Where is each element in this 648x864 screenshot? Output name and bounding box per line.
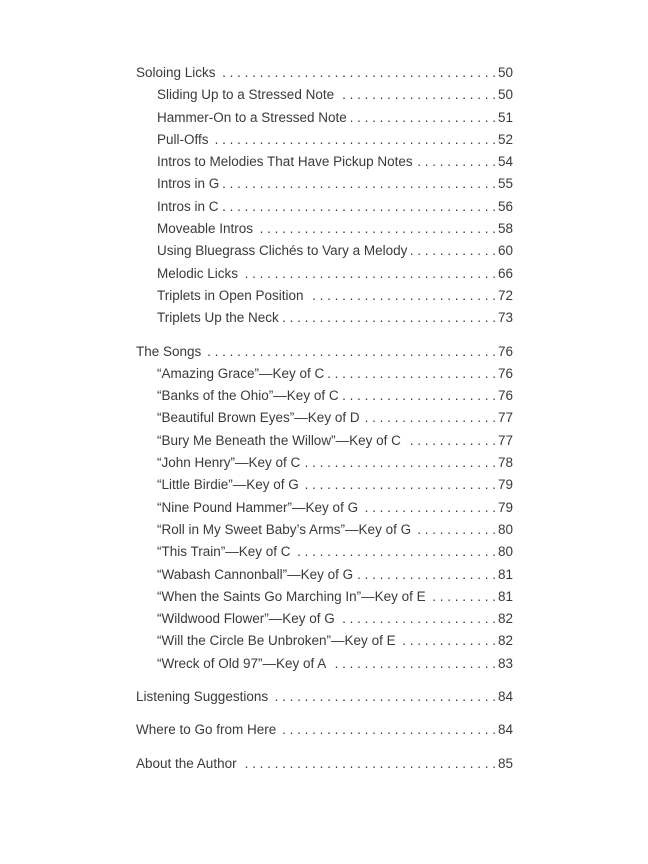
toc-entry	[136, 430, 513, 452]
toc-entry	[136, 151, 513, 173]
toc-section-heading	[136, 719, 513, 741]
dot-leader	[364, 407, 496, 429]
dot-leader	[339, 608, 496, 630]
toc-entry-page: 82	[497, 611, 513, 627]
toc-section	[136, 719, 513, 741]
toc-entry-title: “Roll in My Sweet Baby’s Arms”—Key of G	[157, 521, 412, 537]
dot-leader	[308, 285, 496, 307]
toc-entry	[136, 497, 513, 519]
toc-entry-page: 76	[497, 365, 513, 381]
toc-entry-title: The Songs	[136, 343, 202, 359]
toc-entry	[136, 363, 513, 385]
toc-entry-title: “Will the Circle Be Unbroken”—Key of E	[157, 633, 396, 649]
toc-entry-title: Soloing Licks	[136, 65, 216, 80]
toc-entry	[136, 240, 513, 262]
dot-leader	[411, 240, 496, 262]
toc-entry-page: 76	[497, 343, 513, 359]
dot-leader	[343, 385, 496, 407]
dot-leader	[257, 218, 496, 240]
dot-leader	[303, 474, 496, 496]
toc-entry-page: 54	[497, 154, 513, 170]
toc-entry-title: “Nine Pound Hammer”—Key of G	[157, 499, 359, 515]
toc-entry-page: 79	[497, 499, 513, 515]
toc-entry-page: 66	[497, 265, 513, 281]
toc-section-heading	[136, 62, 513, 84]
toc-entry-page: 73	[497, 310, 513, 326]
toc-entry-page: 72	[497, 287, 513, 303]
dot-leader	[242, 263, 496, 285]
dot-leader	[415, 519, 496, 541]
dot-leader	[338, 84, 496, 106]
dot-leader	[351, 107, 496, 129]
toc-entry-title: Intros to Melodies That Have Pickup Notes	[157, 154, 413, 170]
toc-entry	[136, 452, 513, 474]
toc-entry-page: 50	[497, 87, 513, 103]
toc-entry	[136, 129, 513, 151]
toc-entry-page: 58	[497, 221, 513, 237]
toc-entry-title: “Wabash Cannonball”—Key of G	[157, 566, 354, 582]
toc-section	[136, 62, 513, 330]
toc-entry-title: Listening Suggestions	[136, 689, 269, 705]
toc-entry-page: 84	[497, 689, 513, 705]
toc-entry	[136, 107, 513, 129]
toc-entry-page: 80	[497, 544, 513, 560]
toc-section	[136, 686, 513, 708]
toc-entry	[136, 519, 513, 541]
dot-leader	[417, 151, 496, 173]
dot-leader	[430, 586, 496, 608]
toc-entry-page: 60	[497, 243, 513, 259]
toc-entry-title: Using Bluegrass Clichés to Vary a Melody	[157, 243, 408, 259]
dot-leader	[241, 753, 496, 775]
toc-entry-title: Moveable Intros	[157, 221, 254, 237]
toc-entry-title: Intros in G	[157, 176, 220, 192]
dot-leader	[283, 307, 496, 329]
toc-entry-page: 78	[497, 455, 513, 471]
toc-section	[136, 341, 513, 675]
dot-leader	[304, 452, 496, 474]
toc-entry-title: “Wildwood Flower”—Key of G	[157, 611, 335, 627]
toc-entry-page: 77	[497, 432, 513, 448]
dot-leader	[328, 363, 496, 385]
toc-entry-page: 82	[497, 633, 513, 649]
dot-leader	[295, 541, 496, 563]
dot-leader	[330, 653, 496, 675]
dot-leader	[213, 129, 496, 151]
toc-entry-title: Melodic Licks	[157, 265, 239, 281]
dot-leader	[272, 686, 496, 708]
dot-leader	[223, 173, 496, 195]
toc-entry-title: Triplets Up the Neck	[157, 310, 279, 326]
toc-entry-title: “John Henry”—Key of C	[157, 455, 301, 471]
toc-entry-title: “Wreck of Old 97”—Key of A	[157, 655, 327, 671]
dot-leader	[405, 430, 496, 452]
toc-entry	[136, 474, 513, 496]
toc-section-heading	[136, 686, 513, 708]
toc-entry	[136, 586, 513, 608]
toc-entry-title: Hammer-On to a Stressed Note	[157, 109, 347, 125]
toc-section	[136, 753, 513, 775]
toc-entry-page: 52	[497, 131, 513, 147]
toc-entry-title: Sliding Up to a Stressed Note	[157, 87, 335, 103]
toc-entry	[136, 285, 513, 307]
toc-entry	[136, 630, 513, 652]
toc-entry-page: 50	[497, 65, 513, 80]
toc-entry	[136, 196, 513, 218]
toc-entry-page: 76	[497, 388, 513, 404]
toc-entry-page: 80	[497, 521, 513, 537]
toc-entry	[136, 307, 513, 329]
toc-entry	[136, 218, 513, 240]
toc-entry-title: Pull-Offs	[157, 131, 209, 147]
dot-leader	[205, 341, 496, 363]
toc-entry-page: 81	[497, 566, 513, 582]
toc-entry	[136, 541, 513, 563]
toc-section-heading	[136, 341, 513, 363]
toc-entry-title: Intros in C	[157, 198, 219, 214]
toc-entry	[136, 564, 513, 586]
toc-entry-title: Triplets in Open Position	[157, 287, 304, 303]
dot-leader	[223, 196, 496, 218]
toc-entry-page: 56	[497, 198, 513, 214]
toc-entry-title: “Beautiful Brown Eyes”—Key of D	[157, 410, 360, 426]
toc-entry	[136, 84, 513, 106]
dot-leader	[280, 719, 496, 741]
toc-entry-title: “Amazing Grace”—Key of C	[157, 365, 325, 381]
dot-leader	[357, 564, 496, 586]
toc-entry-page: 85	[497, 755, 513, 771]
table-of-contents	[136, 62, 513, 775]
toc-entry-title: “Little Birdie”—Key of G	[157, 477, 299, 493]
toc-entry-title: Where to Go from Here	[136, 722, 277, 738]
toc-entry-page: 77	[497, 410, 513, 426]
toc-entry-page: 84	[497, 722, 513, 738]
toc-entry-title: “When the Saints Go Marching In”—Key of E	[157, 588, 426, 604]
toc-entry-page: 79	[497, 477, 513, 493]
toc-entry	[136, 173, 513, 195]
toc-entry	[136, 407, 513, 429]
toc-section-heading	[136, 753, 513, 775]
toc-entry	[136, 263, 513, 285]
toc-entry-title: About the Author	[136, 755, 237, 771]
toc-entry	[136, 653, 513, 675]
toc-entry-page: 55	[497, 176, 513, 192]
toc-entry-page: 51	[497, 109, 513, 125]
toc-entry	[136, 385, 513, 407]
toc-entry-page: 83	[497, 655, 513, 671]
toc-entry-title: “This Train”—Key of C	[157, 544, 291, 560]
toc-entry-page: 81	[497, 588, 513, 604]
dot-leader	[362, 497, 496, 519]
toc-entry-title: “Banks of the Ohio”—Key of C	[157, 388, 339, 404]
toc-entry	[136, 608, 513, 630]
dot-leader	[220, 62, 496, 84]
toc-entry-title: “Bury Me Beneath the Willow”—Key of C	[157, 432, 401, 448]
dot-leader	[400, 630, 496, 652]
